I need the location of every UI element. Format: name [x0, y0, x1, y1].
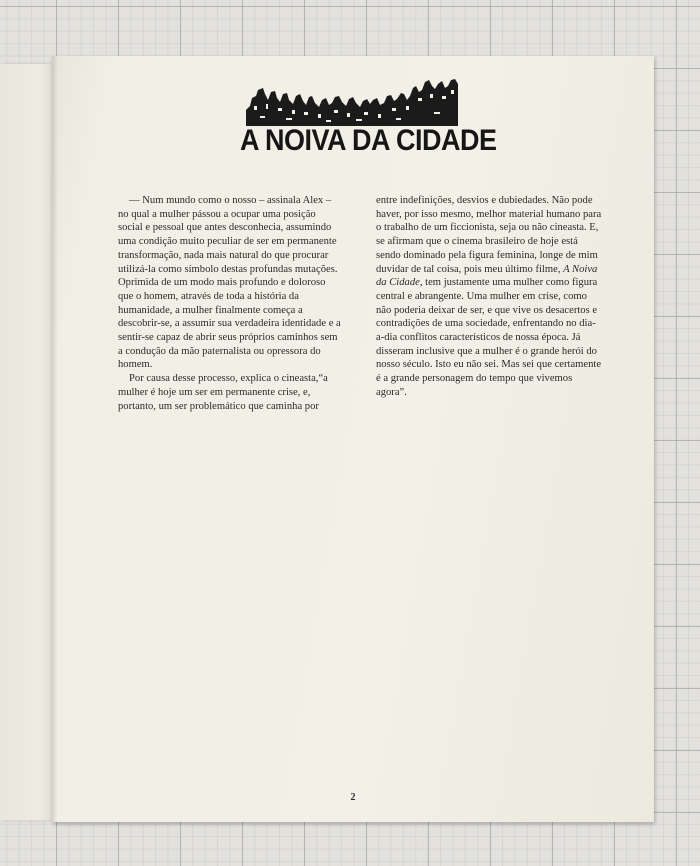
film-title: A NOIVA DA CIDADE — [240, 123, 497, 157]
text-column-left — [118, 194, 342, 413]
paragraph: — Num mundo como o nosso – assinala Alex – no qual a mulher pássou a ocupar uma posição social e pessoal que antes desconhecia, assumindo uma condição muito peculiar de ser em permanente transformação, nada mais natural do que procurar utilizá-la como símbolo destas profundas mutações. Oprimida de um modo mais profundo e doloroso que o homem, através de toda a história da humanidade, a mulher finalmente começa a descobrir-se, a assumir sua verdadeira identidade e a sentir-se capaz de abrir seus próprios caminhos sem a condução da mão paternalista ou opressora do homem. — [118, 195, 341, 371]
booklet-page — [52, 56, 654, 822]
text-segment: entre indefinições, desvios e dubiedades. Não pode haver, por isso mesmo, melhor material humano para o trabalho de um ficcionista, seja ou não cineasta. E, se afirmam que o cinema brasileiro de hoje está sendo dominado pela figura feminina, longe de mim duvidar de tal coisa, pois meu último filme, — [376, 195, 602, 275]
city-skyline-graphic — [246, 76, 458, 126]
paragraph — [376, 194, 602, 400]
text-column-right — [376, 194, 602, 400]
text-segment: , tem justamente uma mulher como figura central e abrangente. Uma mulher em crise, como não poderia deixar de ser, e que vive os desacertos e contradições de uma sociedade, enfrentando no dia-a-dia conflitos característicos de nossa época. Já disseram inclusive que a mulher é o grande herói do nosso século. Isto eu não sei. Mas sei que certamente é a grande personagem do tempo que vivemos agora”. — [376, 277, 602, 398]
film-title-inline: A Noiva da Cidade — [376, 263, 598, 289]
paragraph: Por causa desse processo, explica o cineasta,“a mulher é hoje um ser em permanente crise, e, portanto, um ser problemático que caminha por — [118, 373, 328, 412]
film-logo — [240, 72, 497, 157]
previous-page-edge — [0, 64, 56, 820]
page-number: 2 — [350, 792, 356, 803]
